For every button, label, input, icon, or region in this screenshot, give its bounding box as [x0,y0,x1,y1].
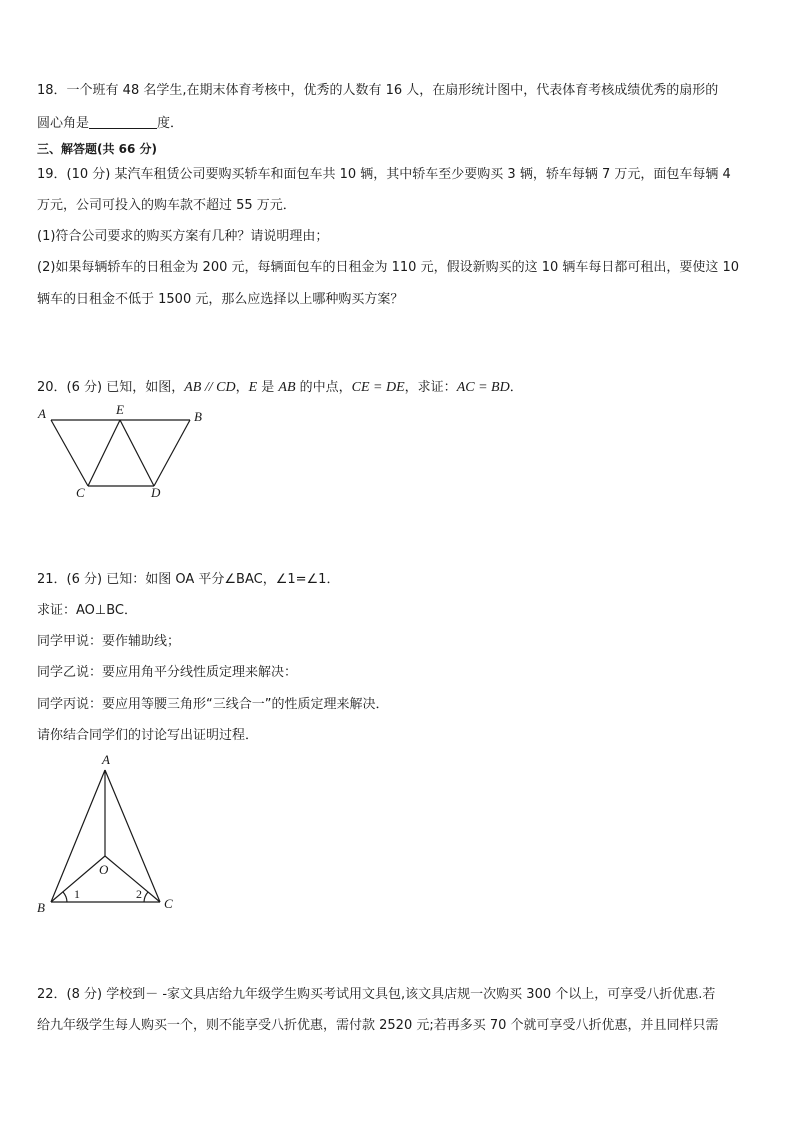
q19-sub1: (1)符合公司要求的购买方案有几种？请说明理由； [37,229,329,244]
q21-label-angle2: 2 [136,887,142,901]
q19-sub2-line2: 辆车的日租金不低于 1500 元，那么应选择以上哪种购买方案？ [37,292,404,307]
q20-segment-de-line [120,420,154,486]
answer-blank [89,115,157,129]
q21-label-c: C [164,896,173,911]
q21-figure [30,752,190,918]
q20-sep4: ，求证： [404,380,457,395]
q20-label-e: E [116,402,124,417]
q21-segment-ab-line [51,770,105,902]
q18-line1: 18．一个班有 48 名学生,在期末体育考核中，优秀的人数有 16 人，在扇形统计图中，代表体育考核成绩优秀的扇形的 [37,83,719,98]
q20-label-c: C [76,485,85,500]
q20-statement [37,378,760,398]
q19-sub2-line1: (2)如果每辆轿车的日租金为 200 元，每辆面包车的日租金为 110 元，假设新购买的这 10 辆车每日都可租出，要使这 10 [37,260,740,275]
q20-label-d: D [151,485,161,500]
q20-point-e: E [248,380,258,395]
q21-line1: 21．(6 分) 已知：如图 OA 平分∠BAC，∠1=∠1． [37,572,340,587]
q21-angle2-arc [144,892,148,902]
q20-prefix: 20．(6 分) 已知，如图， [37,380,185,395]
q21-line5: 同学丙说：要应用等腰三角形“三线合一”的性质定理来解决． [37,697,389,712]
q19-line2: 万元，公司可投入的购车款不超过 55 万元． [37,198,296,213]
q18-line2 [37,114,760,134]
q21-line4: 同学乙说：要应用角平分线性质定理来解决： [37,665,298,680]
q20-end: ． [509,380,523,395]
q21-line2: 求证：AO⊥BC． [37,603,137,618]
q21-label-angle1: 1 [74,887,80,901]
q20-sep2: 是 [257,380,279,395]
q20-segment-ac-line [51,420,88,486]
q21-segment-oc-line [105,856,160,902]
q22-line1: 22．(8 分) 学校到－ -家文具店给九年级学生购买考试用文具包,该文具店规一次购买 300 个以上，可享受八折优惠.若 [37,987,716,1002]
q20-label-b: B [194,409,202,424]
q20-condition-equal: CE = DE [351,380,405,395]
q21-angle1-arc [63,892,67,902]
q22-line2: 给九年级学生每人购买一个，则不能享受八折优惠，需付款 2520 元;若再多买 70 个就可享受八折优惠，并且同样只需 [37,1018,719,1033]
q18-line2-after: 度． [157,116,184,131]
q20-sep1: ， [235,380,249,395]
q20-segment-ab: AB [278,380,296,395]
q21-line6: 请你结合同学们的讨论写出证明过程． [37,728,259,743]
q21-segment-ac-line [105,770,160,902]
q21-label-a: A [102,752,110,767]
q20-figure [30,398,220,502]
q20-label-a: A [38,406,46,421]
q21-label-b: B [37,900,45,915]
q20-goal: AC = BD [456,380,510,395]
q20-segment-bd-line [154,420,190,486]
q19-line1: 19．(10 分) 某汽车租赁公司要购买轿车和面包车共 10 辆，其中轿车至少要购买 3 辆，轿车每辆 7 万元，面包车每辆 4 [37,167,731,182]
section-title: 三、解答题(共 66 分) [37,142,158,156]
q20-condition-parallel: AB // CD [184,380,236,395]
q18-line2-before: 圆心角是 [37,116,90,131]
q20-sep3: 的中点， [295,380,352,395]
q20-segment-ce-line [88,420,120,486]
q21-line3: 同学甲说：要作辅助线； [37,634,181,649]
q21-label-o: O [99,862,109,877]
